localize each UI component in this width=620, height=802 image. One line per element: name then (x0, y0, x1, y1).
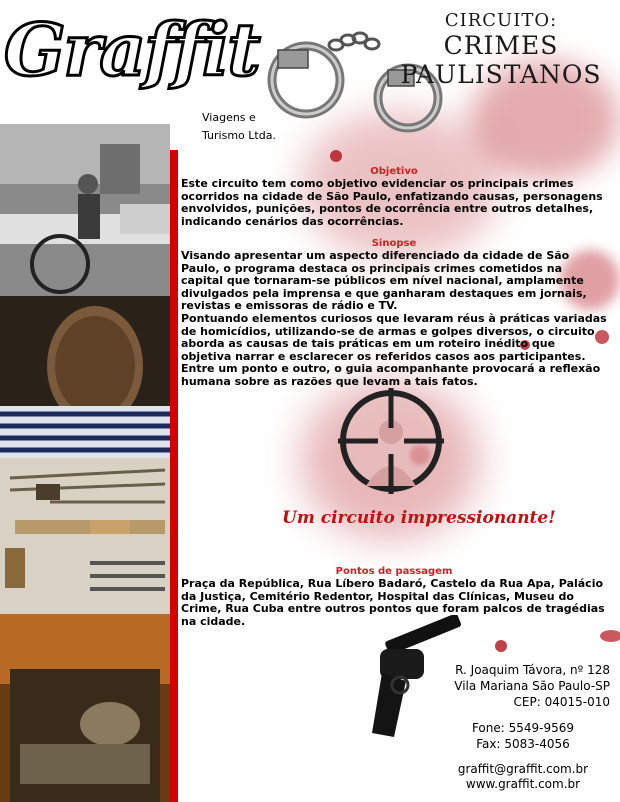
sinopse-text (181, 250, 607, 389)
pontos-paragraph: Praça da República, Rua Líbero Badaró, Castelo da Rua Apa, Palácio da Justiça, Cemitério Redentor, Hospital das Clínicas, Museu do Crime, Rua Cuba entre outros pontos que foram palcos de tragédias na cidade. (181, 577, 605, 628)
slogan: Um circuito impressionante! (282, 508, 556, 528)
website-link[interactable]: www.graffit.com.br (465, 777, 581, 791)
sinopse-paragraph-3: Entre um ponto e outro, o guia acompanhante provocará a reflexão humana sobre as razões que levam a tais fatos. (181, 362, 601, 388)
sinopse-paragraph-1: Visando apresentar um aspecto diferenciado da cidade de São Paulo, o programa destaca os principais crimes cometidos na capital que tornaram-se públicos em nível nacional, amplamente divulgados pela imprensa e que ganharam destaques em jornais, revistas e emissoras de rádio e TV. (181, 249, 587, 313)
sinopse-heading: Sinopse (371, 238, 417, 249)
pontos-heading: Pontos de passagem (335, 566, 453, 577)
title-line-2: CRIMES (443, 31, 559, 60)
objetivo-text (181, 178, 607, 228)
circuit-title (396, 10, 606, 89)
hospital-photo (0, 124, 170, 296)
objetivo-paragraph: Este circuito tem como objetivo evidenciar os principais crimes ocorridos na cidade de São Paulo, enfatizando causas, personagens envolvidos, punições, pontos de ocorrência entre outros detalhes, indicando cenários das ocorrências. (181, 177, 603, 228)
logo-text: Graffit (4, 7, 259, 92)
email-link[interactable]: graffit@graffit.com.br (457, 762, 589, 776)
phone-block (440, 720, 606, 752)
address-line-1: R. Joaquim Távora, nº 128 (455, 663, 610, 677)
hooded-man-photo (0, 296, 170, 458)
logo-subtitle-line1: Viagens e (202, 111, 256, 124)
photo-column (0, 124, 170, 802)
title-line-1: CIRCUITO: (444, 10, 558, 31)
address-line-2: Vila Mariana São Paulo-SP (454, 679, 610, 693)
red-divider-bar (170, 150, 178, 802)
logo-subtitle-line2: Turismo Ltda. (202, 129, 276, 142)
phone-number: Fone: 5549-9569 (471, 721, 575, 735)
weapons-photo (0, 458, 170, 614)
sinopse-paragraph-2: Pontuando elementos curiosos que levaram réus à práticas variadas de homicídios, utilizando-se de armas e golpes diversos, o circuito aborda as causas de tais práticas em um roteiro inédito que objetiva narrar e esclarecer os referidos casos aos participantes. (181, 311, 607, 363)
crosshair-icon (336, 386, 446, 496)
address-block (430, 662, 610, 710)
contact-block (440, 762, 606, 792)
fax-number: Fax: 5083-4056 (476, 737, 570, 751)
graffit-logo (4, 4, 259, 96)
objetivo-heading: Objetivo (370, 166, 418, 177)
coffin-photo (0, 614, 170, 802)
title-line-3: PAULISTANOS (400, 60, 602, 89)
address-line-3: CEP: 04015-010 (513, 695, 610, 709)
